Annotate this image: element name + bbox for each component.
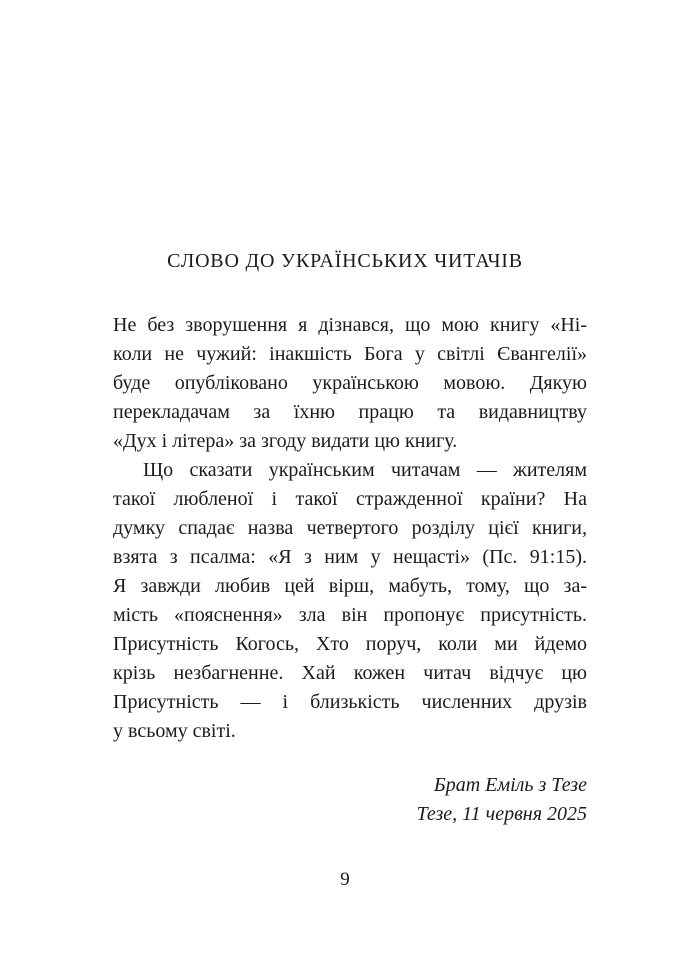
signature-date-place: Тезе, 11 червня 2025 xyxy=(416,803,587,825)
chapter-title: СЛОВО ДО УКРАЇНСЬКИХ ЧИТАЧІВ xyxy=(167,250,523,272)
text-line: думку спадає назва четвертого розділу цієї книги, xyxy=(113,517,587,539)
text-line: крізь незбагненне. Хай кожен читач відчує цю xyxy=(113,662,587,684)
text-line: мість «пояснення» зла він пропонує присутність. xyxy=(113,604,587,626)
signature-author: Брат Еміль з Тезе xyxy=(433,774,587,796)
text-line: такої любленої і такої стражденної країни? На xyxy=(113,488,587,510)
text-line: взята з псалма: «Я з ним у нещасті» (Пс. 91:15). xyxy=(113,546,587,568)
text-line: Присутність — і близькість численних друзів xyxy=(113,691,587,713)
text-line: Я завжди любив цей вірш, мабуть, тому, що за- xyxy=(113,575,587,597)
paragraph-1 xyxy=(113,311,587,456)
signature-block xyxy=(113,771,587,829)
text-line: Що сказати українським читачам — жителям xyxy=(143,459,587,481)
text-line: Не без зворушення я дізнався, що мою книгу «Ні- xyxy=(113,314,587,336)
paragraph-2 xyxy=(113,456,587,746)
text-line: «Дух і літера» за згоду видати цю книгу. xyxy=(113,430,458,452)
page-number: 9 xyxy=(340,869,350,890)
text-line: Присутність Когось, Хто поруч, коли ми йдемо xyxy=(113,633,587,655)
text-line: перекладачам за їхню працю та видавництву xyxy=(113,401,587,423)
text-line: у всьому світі. xyxy=(113,720,236,742)
body-text xyxy=(113,311,587,829)
text-line: коли не чужий: інакшість Бога у світлі Євангелії» xyxy=(113,343,587,365)
text-line: буде опубліковано українською мовою. Дякую xyxy=(113,372,587,394)
